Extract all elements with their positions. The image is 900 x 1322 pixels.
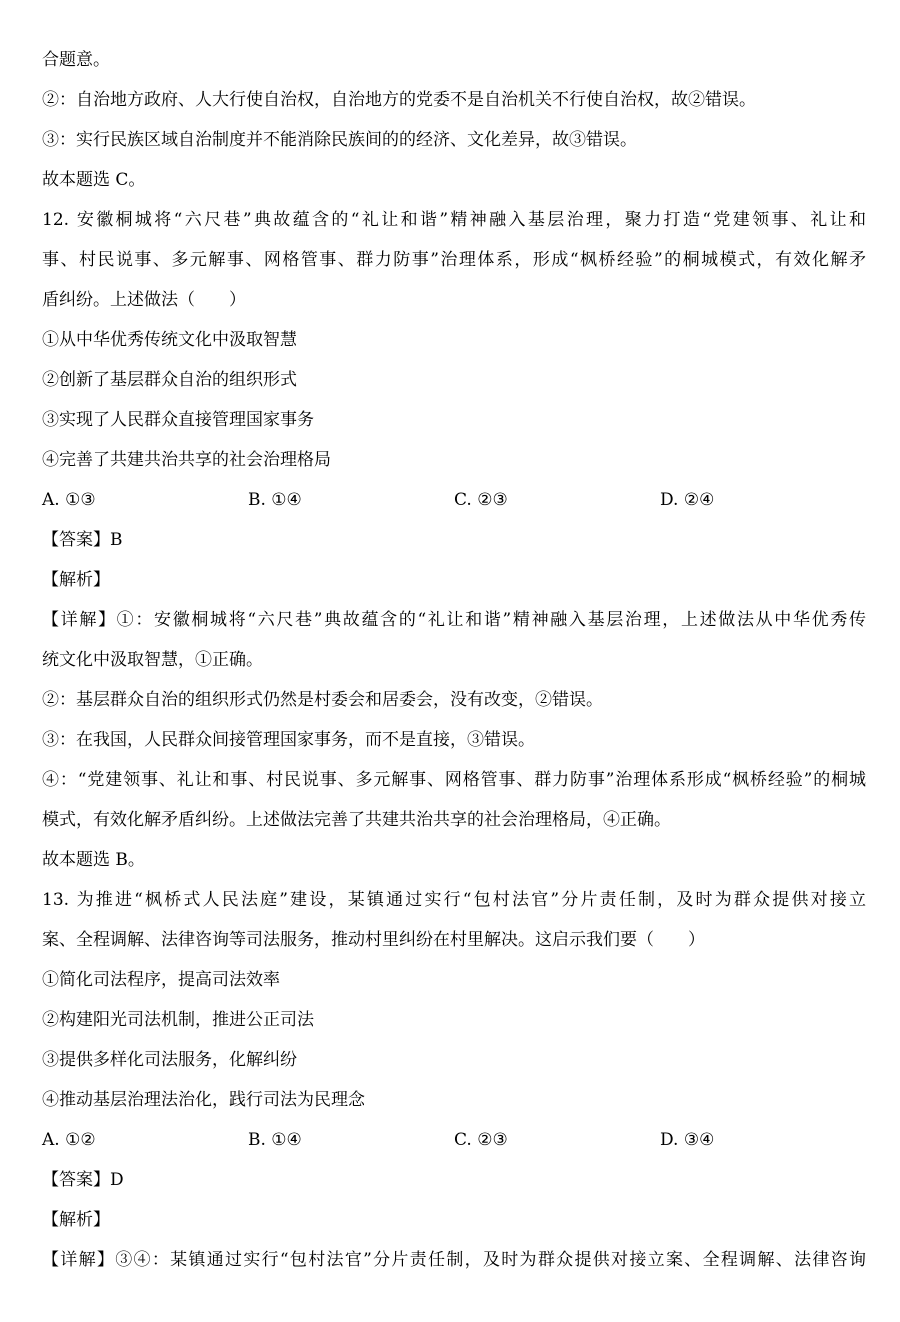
q12-detail-line: 统文化中汲取智慧，①正确。 — [42, 650, 263, 670]
q12-detail-line: ④：“党建领事、礼让和事、村民说事、多元解事、网格管事、群力防事”治理体系形成“枫桥经验”的桐城 — [42, 770, 866, 790]
q12-choice-d: D. ②④ — [660, 490, 715, 510]
q13-analysis-label: 【解析】 — [42, 1210, 110, 1230]
q13-choice-a: A. ①② — [42, 1130, 96, 1150]
q12-option: ①从中华优秀传统文化中汲取智慧 — [42, 330, 297, 350]
q13-choice-d: D. ③④ — [660, 1130, 715, 1150]
q12-choices — [42, 480, 866, 520]
q12-stem-line: 12. 安徽桐城将“六尺巷”典故蕴含的“礼让和谐”精神融入基层治理，聚力打造“党建领事、礼让和 — [42, 210, 866, 230]
q12-answer: 【答案】B — [42, 530, 123, 550]
q12-stem-line: 事、村民说事、多元解事、网格管事、群力防事”治理体系，形成“枫桥经验”的桐城模式，有效化解矛 — [42, 250, 866, 270]
q13-choices — [42, 1120, 866, 1160]
q12-option: ④完善了共建共治共享的社会治理格局 — [42, 450, 331, 470]
q12-detail-line: 模式，有效化解矛盾纠纷。上述做法完善了共建共治共享的社会治理格局，④正确。 — [42, 810, 671, 830]
q13-detail-line: 【详解】③④：某镇通过实行“包村法官”分片责任制，及时为群众提供对接立案、全程调解、法律咨询 — [42, 1250, 866, 1270]
q12-stem-line: 盾纠纷。上述做法（ ） — [42, 290, 246, 310]
q13-choice-b: B. ①④ — [248, 1130, 302, 1150]
q12-conclusion: 故本题选 B。 — [42, 850, 145, 870]
q12-choice-a: A. ①③ — [42, 490, 96, 510]
q12-choice-b: B. ①④ — [248, 490, 302, 510]
q11-analysis-line: ③：实行民族区域自治制度并不能消除民族间的的经济、文化差异，故③错误。 — [42, 130, 637, 150]
q13-option: ③提供多样化司法服务，化解纠纷 — [42, 1050, 297, 1070]
q12-detail-line: 【详解】①：安徽桐城将“六尺巷”典故蕴含的“礼让和谐”精神融入基层治理，上述做法从中华优秀传 — [42, 610, 866, 630]
q12-detail-line: ②：基层群众自治的组织形式仍然是村委会和居委会，没有改变，②错误。 — [42, 690, 603, 710]
q13-option: ①简化司法程序，提高司法效率 — [42, 970, 280, 990]
q12-choice-c: C. ②③ — [454, 490, 508, 510]
q11-conclusion: 故本题选 C。 — [42, 170, 146, 190]
q12-option: ③实现了人民群众直接管理国家事务 — [42, 410, 314, 430]
q13-stem-line: 13. 为推进“枫桥式人民法庭”建设，某镇通过实行“包村法官”分片责任制，及时为群众提供对接立 — [42, 890, 866, 910]
q11-analysis-line: ②：自治地方政府、人大行使自治权，自治地方的党委不是自治机关不行使自治权，故②错误。 — [42, 90, 756, 110]
q13-answer: 【答案】D — [42, 1170, 124, 1190]
q12-option: ②创新了基层群众自治的组织形式 — [42, 370, 297, 390]
q13-option: ②构建阳光司法机制，推进公正司法 — [42, 1010, 314, 1030]
q13-choice-c: C. ②③ — [454, 1130, 508, 1150]
q11-continuation-line: 合题意。 — [42, 50, 110, 70]
document-page — [42, 40, 866, 1280]
q12-analysis-label: 【解析】 — [42, 570, 110, 590]
q13-stem-line: 案、全程调解、法律咨询等司法服务，推动村里纠纷在村里解决。这启示我们要（ ） — [42, 930, 705, 950]
q12-detail-line: ③：在我国，人民群众间接管理国家事务，而不是直接，③错误。 — [42, 730, 535, 750]
q13-option: ④推动基层治理法治化，践行司法为民理念 — [42, 1090, 365, 1110]
